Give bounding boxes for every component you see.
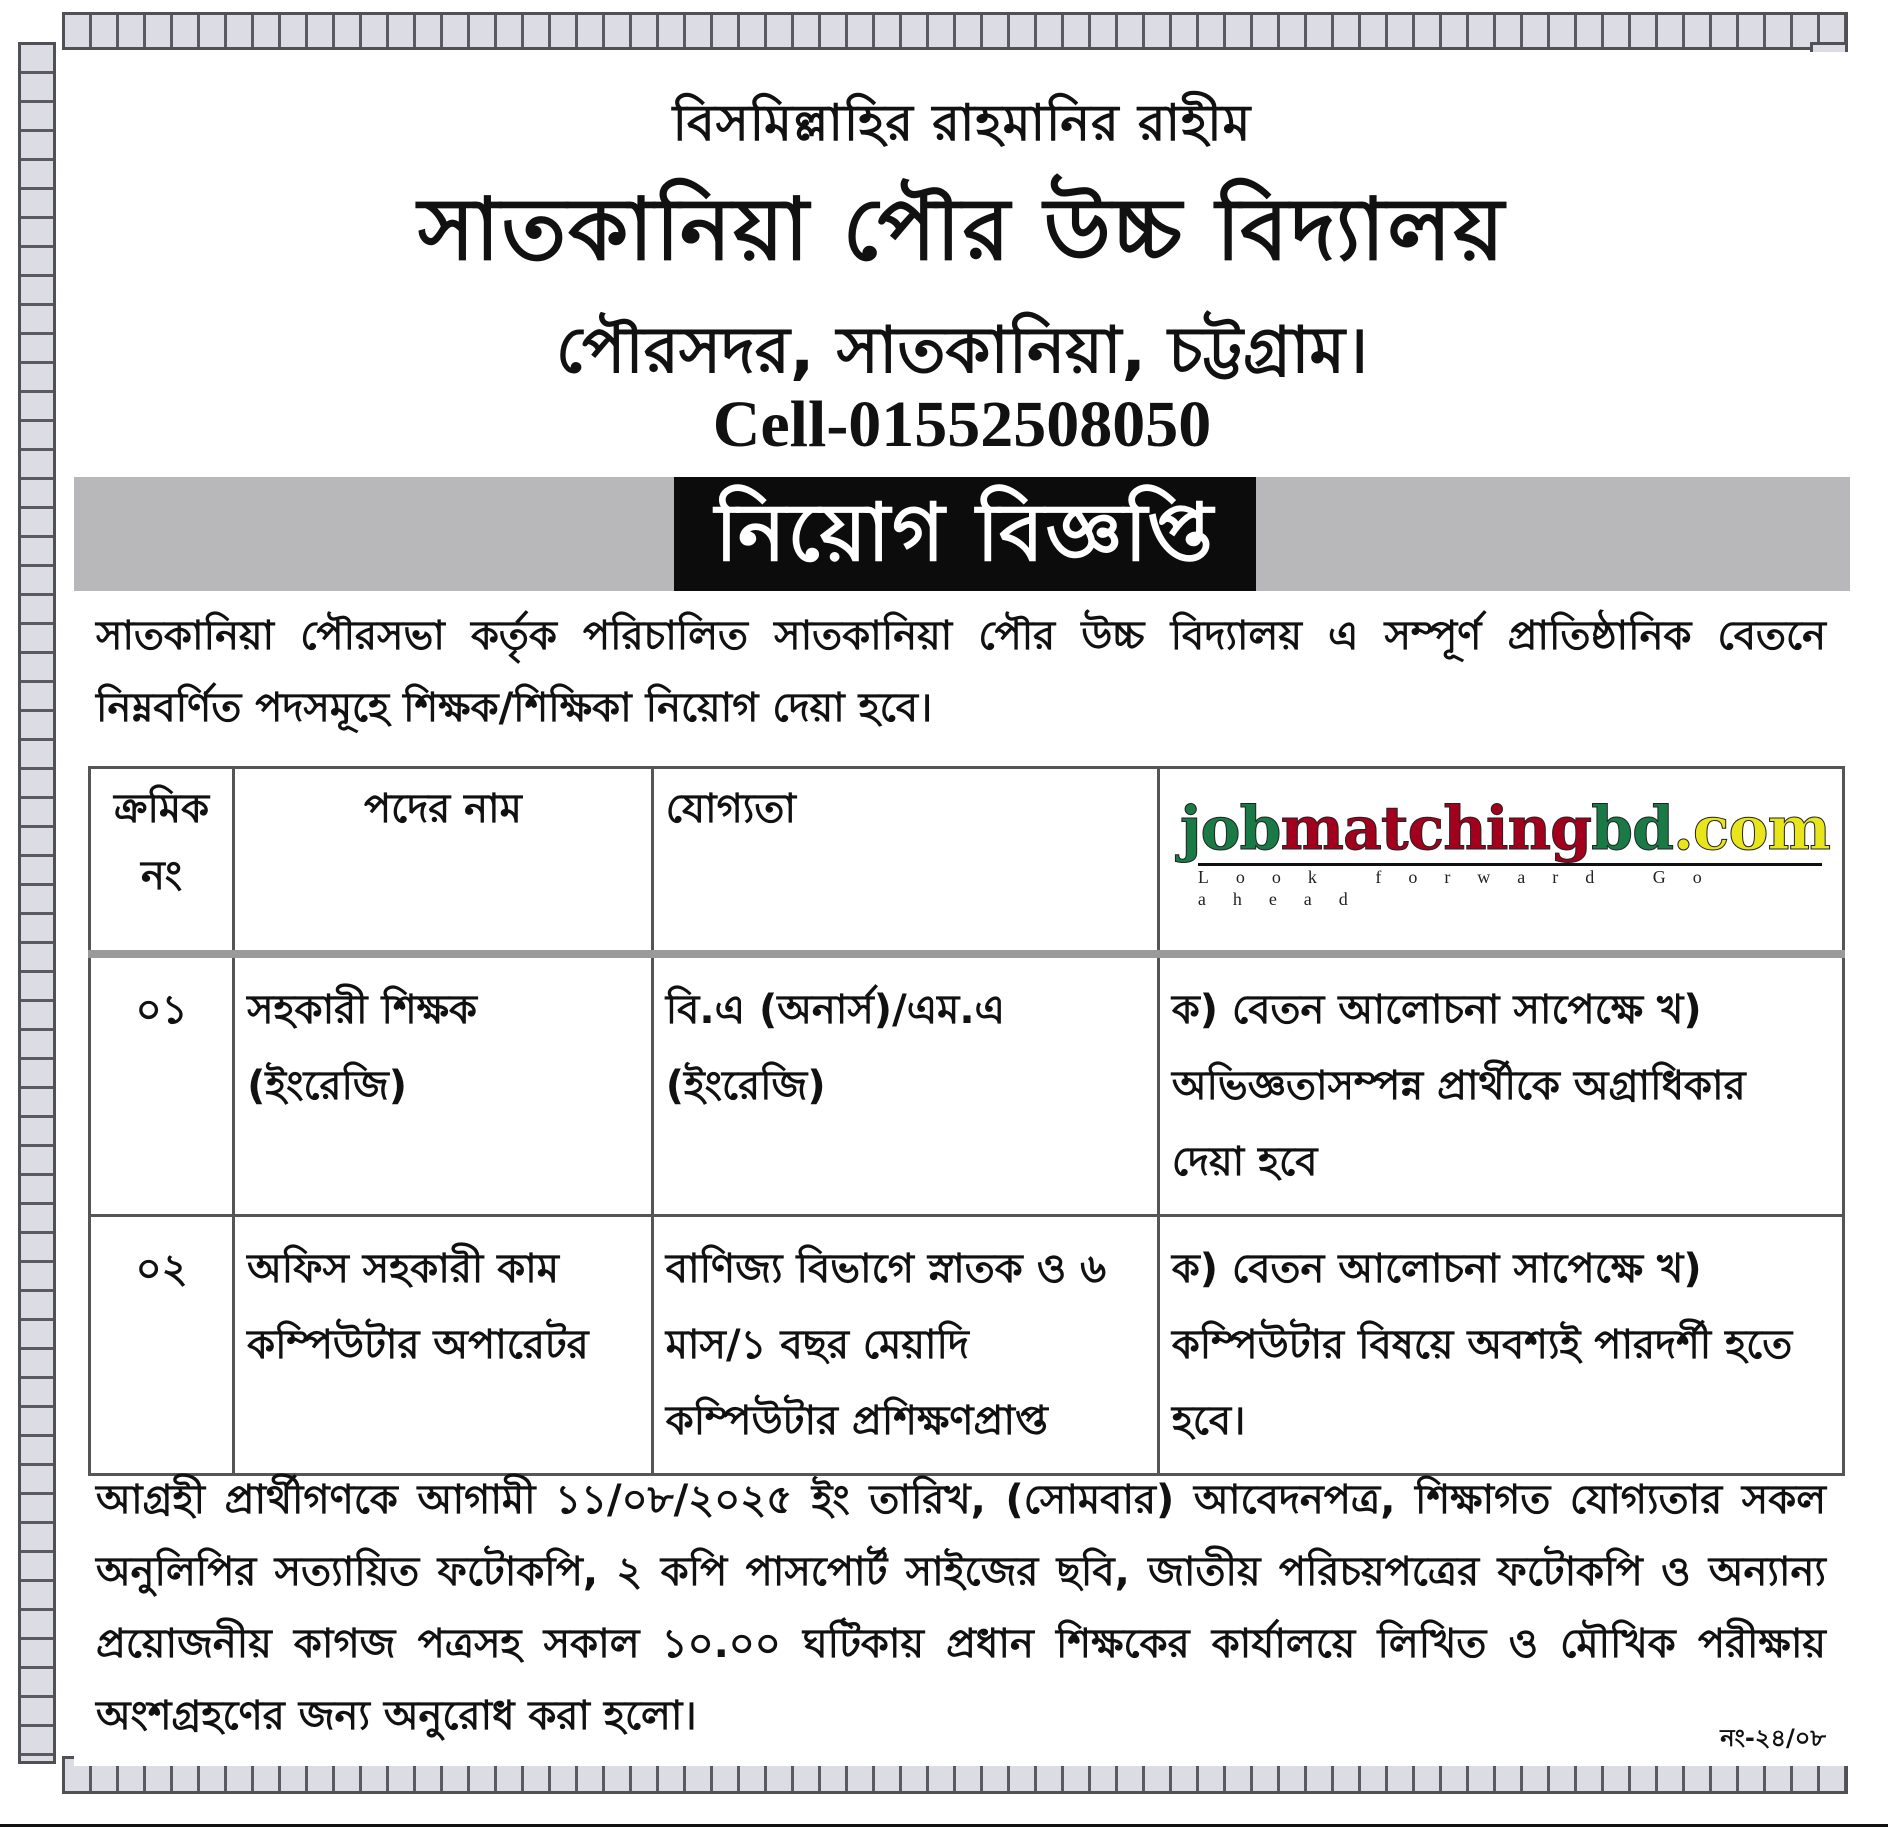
table-row [90,954,1844,1216]
row-qualification: বাণিজ্য বিভাগে স্নাতক ও ৬ মাস/১ বছর মেয়াদি কম্পিউটার প্রশিক্ষণপ্রাপ্ত [652,1216,1158,1475]
logo-job: job [1179,794,1281,864]
row-note: ক) বেতন আলোচনা সাপেক্ষে খ) অভিজ্ঞতাসম্পন্ন প্রার্থীকে অগ্রাধিকার দেয়া হবে [1158,954,1843,1216]
notice-frame [18,12,1848,1794]
header-logo-cell [1158,768,1843,955]
table-row [90,1216,1844,1475]
contact-phone: Cell-01552508050 [712,388,1212,461]
logo-tagline: Look forward Go ahead [1197,867,1729,909]
logo-bd: bd [1591,794,1674,864]
row-serial: ০২ [90,1216,234,1475]
logo-com: .com [1673,794,1830,864]
header-serial: ক্রমিক নং [90,768,234,955]
notice-title-band [74,477,1850,591]
school-address: পৌরসদর, সাতকানিয়া, চট্টগ্রাম। [555,314,1368,388]
vacancy-table [88,766,1845,1476]
notice-content [74,52,1850,1766]
row-serial: ০১ [90,954,234,1216]
jobmatchingbd-logo [1179,794,1830,910]
notice-title: নিয়োগ বিজ্ঞপ্তি [674,477,1256,591]
row-qualification: বি.এ (অনার্স)/এম.এ (ইংরেজি) [652,954,1158,1216]
bismillah-heading: বিসমিল্লাহির রাহমানির রাহীম [672,94,1252,152]
footer-paragraph [96,1464,1826,1774]
row-note: ক) বেতন আলোচনা সাপেক্ষে খ) কম্পিউটার বিষয়ে অবশ্যই পারদর্শী হতে হবে। [1158,1216,1843,1475]
row-post: অফিস সহকারী কাম কম্পিউটার অপারেটর [234,1216,653,1475]
logo-matching: matching [1280,794,1592,864]
logo-wordmark [1179,794,1830,864]
intro-paragraph: সাতকানিয়া পৌরসভা কর্তৃক পরিচালিত সাতকানিয়া পৌর উচ্চ বিদ্যালয় এ সম্পূর্ণ প্রাতিষ্ঠানিক বেতনে নিম্নবর্ণিত পদসমূহে শিক্ষক/শিক্ষিকা নিয়োগ দেয়া হবে। [96,613,1826,731]
school-name: সাতকানিয়া পৌর উচ্চ বিদ্যালয় [417,180,1507,280]
decorative-border-top [62,12,1848,50]
header-post: পদের নাম [234,768,653,955]
table-header-row [90,768,1844,955]
decorative-border-left [18,42,56,1764]
reference-number: নং-২৪/০৮ [1720,1724,1826,1752]
footer-instructions: আগ্রহী প্রার্থীগণকে আগামী ১১/০৮/২০২৫ ইং তারিখ, (সোমবার) আবেদনপত্র, শিক্ষাগত যোগ্যতার সকল অনুলিপির সত্যায়িত ফটোকপি, ২ কপি পাসপোর্ট সাইজের ছবি, জাতীয় পরিচয়পত্রের ফটোকপি ও অন্যান্য প্রয়োজনীয় কাগজ পত্রসহ সকাল ১০.০০ ঘটিকায় প্রধান শিক্ষকের কার্যালয়ে লিখিত ও মৌখিক পরীক্ষায় অংশগ্রহণের জন্য অনুরোধ করা হলো। [96,1477,1826,1739]
header-qualification: যোগ্যতা [652,768,1158,955]
row-post: সহকারী শিক্ষক (ইংরেজি) [234,954,653,1216]
